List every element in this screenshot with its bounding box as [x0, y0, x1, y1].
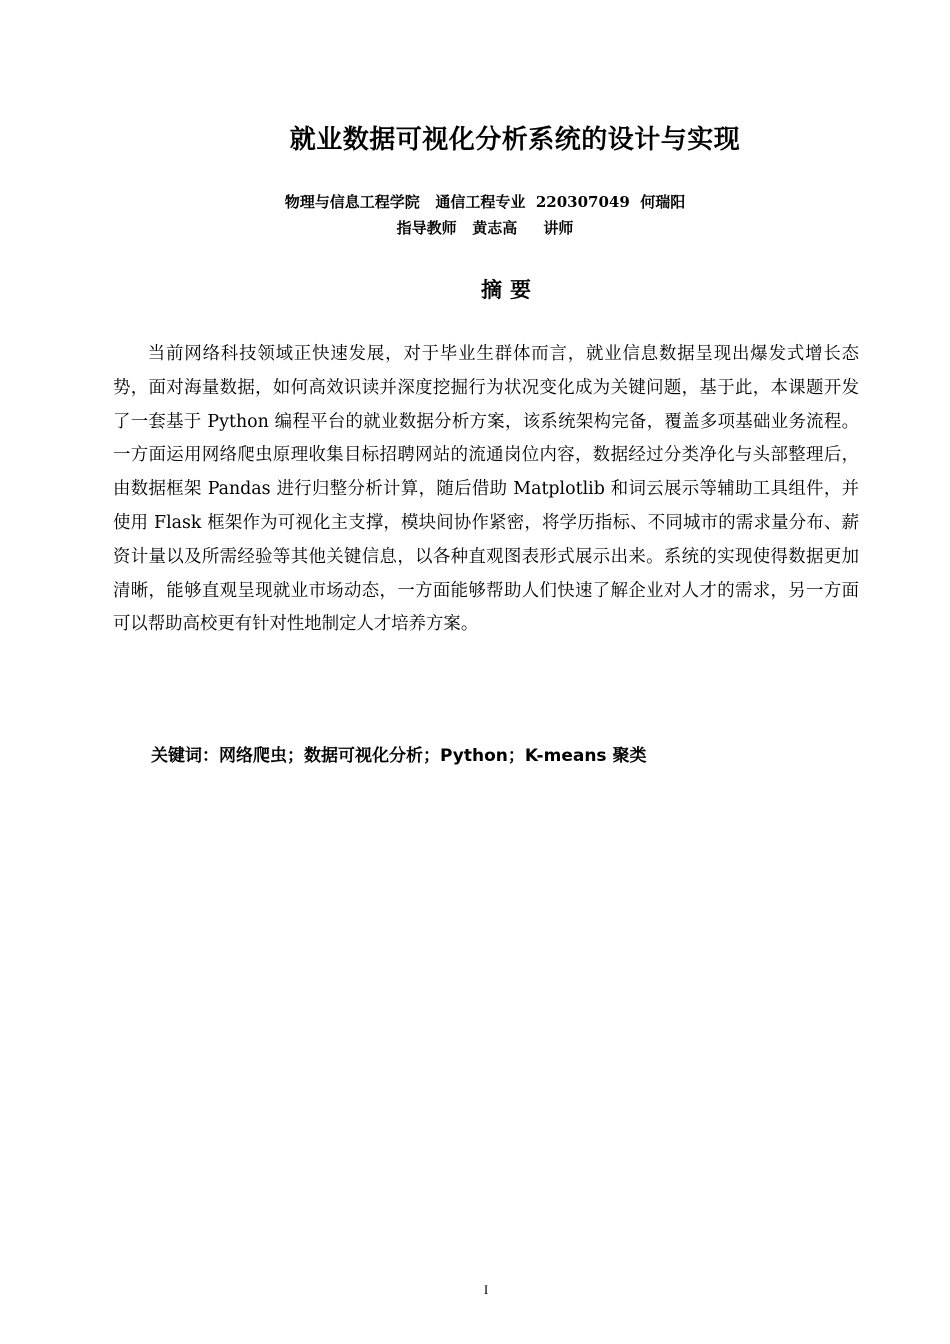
page-number: I	[483, 1282, 489, 1297]
abstract-body: 当前网络科技领域正快速发展，对于毕业生群体而言，就业信息数据呈现出爆发式增长态势，面对海量数据，如何高效识读并深度挖掘行为状况变化成为关键问题，基于此，本课题开发了一套基于 Python 编程平台的就业数据分析方案，该系统架构完备，覆盖多项基础业务流程。一方面运用网络爬虫原理收集目标招聘网站的流通岗位内容，数据经过分类净化与头部整理后，由数据框架 Pandas 进行归整分析计算，随后借助 Matplotlib 和词云展示等辅助工具组件，并使用 Flask 框架作为可视化主支撑，模块间协作紧密，将学历指标、不同城市的需求量分布、薪资计量以及所需经验等其他关键信息，以各种直观图表形式展示出来。系统的实现使得数据更加清晰，能够直观呈现就业市场动态，一方面能够帮助人们快速了解企业对人才的需求，另一方面可以帮助高校更有针对性地制定人才培养方案。	[113, 344, 859, 635]
abstract-heading: 摘要	[481, 278, 539, 302]
advisor-info: 指导教师 黄志高 讲师	[396, 219, 574, 237]
author-info: 物理与信息工程学院 通信工程专业 220307049 何瑞阳	[284, 193, 686, 211]
paper-title: 就业数据可视化分析系统的设计与实现	[289, 125, 741, 155]
keywords-line: 关键词：网络爬虫；数据可视化分析；Python；K-means 聚类	[151, 746, 647, 766]
